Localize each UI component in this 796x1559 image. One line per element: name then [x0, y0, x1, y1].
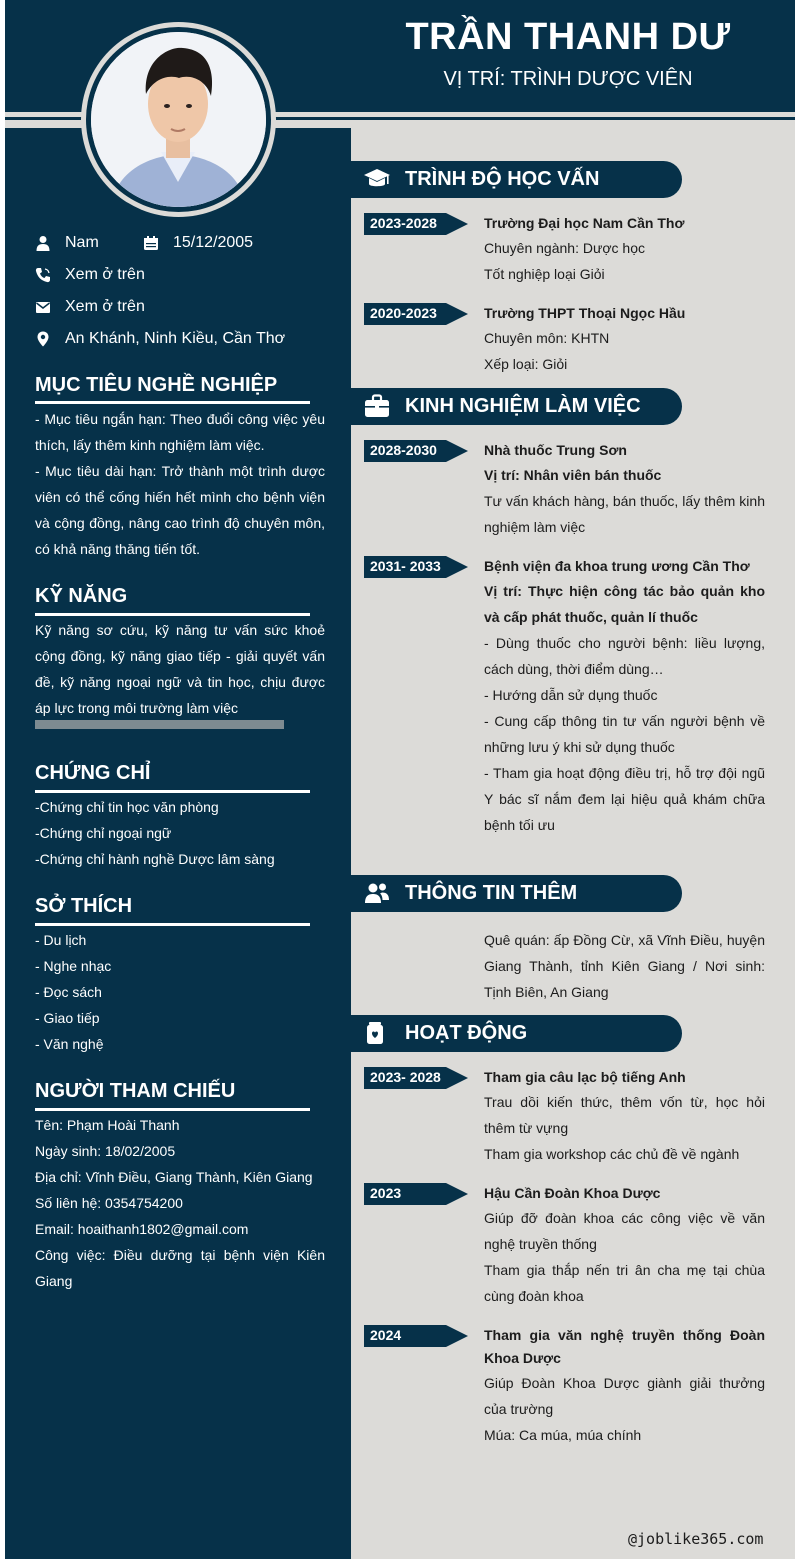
school-name: Trường Đại học Nam Cần Thơ	[484, 215, 685, 231]
list-item: - Nghe nhạc	[35, 958, 112, 974]
activity-detail: Múa: Ca múa, múa chính	[484, 1427, 642, 1443]
list-item: -Chứng chỉ ngoại ngữ	[35, 825, 172, 841]
activity-detail: Tham gia thắp nến tri ân cha mẹ tại chùa cùng đoàn khoa	[484, 1262, 765, 1304]
briefcase-icon	[363, 392, 391, 420]
extra-heading: THÔNG TIN THÊM	[405, 882, 578, 904]
envelope-icon	[35, 299, 51, 315]
activity-detail: Giúp Đoàn Khoa Dược giành giải thưởng của trường	[484, 1375, 765, 1417]
candidate-position: VỊ TRÍ: TRÌNH DƯỢC VIÊN	[443, 68, 693, 90]
job-duty: - Tham gia hoạt động điều trị, hỗ trợ đội ngũ Y bác sĩ nắm đem lại hiệu quả khám chữa bệnh tối ưu	[484, 765, 765, 833]
job-role: Vị trí: Thực hiện công tác bảo quản kho và cấp phát thuốc, quản lí thuốc	[484, 583, 765, 625]
activity-entry	[484, 1066, 765, 1167]
education-major: Chuyên môn: KHTN	[484, 330, 610, 346]
date-label: 2028-2030	[370, 442, 437, 458]
activity-name: Tham gia văn nghệ truyền thống Đoàn Khoa Dược	[484, 1327, 765, 1366]
gender-value: Nam	[65, 234, 99, 251]
calendar-icon	[143, 235, 159, 251]
avatar-photo	[91, 32, 266, 207]
date-label: 2031- 2033	[370, 558, 441, 574]
workplace-name: Nhà thuốc Trung Sơn	[484, 442, 627, 458]
reference-job: Công việc: Điều dưỡng tại bệnh viện Kiên Giang	[35, 1247, 325, 1289]
education-entry	[484, 212, 765, 287]
reference-dob: Ngày sinh: 18/02/2005	[35, 1143, 176, 1159]
activity-detail: Giúp đỡ đoàn khoa các công việc về văn nghệ truyền thống	[484, 1210, 765, 1252]
experience-heading: KINH NGHIỆM LÀM VIỆC	[405, 395, 641, 417]
list-item: - Văn nghệ	[35, 1036, 104, 1052]
list-item: - Đọc sách	[35, 984, 102, 1000]
objective-text: - Mục tiêu ngắn hạn: Theo đuổi công việc yêu thích, lấy thêm kinh nghiệm làm việc. - Mục tiêu dài hạn: Trở thành một trình dược viên có thể cống hiến hết mình cho bệnh viện và cộng đồng, nâng cao trình độ chuyên môn, có khả năng thăng tiến tốt.	[35, 411, 325, 557]
date-label: 2020-2023	[370, 305, 437, 321]
list-item: -Chứng chỉ hành nghề Dược lâm sàng	[35, 851, 275, 867]
skills-level-bar	[35, 720, 284, 729]
address-value: An Khánh, Ninh Kiều, Cần Thơ	[65, 330, 286, 347]
birthday-value: 15/12/2005	[173, 234, 254, 251]
email-value: Xem ở trên	[65, 298, 145, 315]
skills-underline	[35, 613, 310, 616]
job-role: Vị trí: Nhân viên bán thuốc	[484, 467, 662, 483]
reference-email: Email: hoaithanh1802@gmail.com	[35, 1221, 249, 1237]
activity-entry	[484, 1182, 765, 1309]
activity-entry	[484, 1324, 765, 1448]
phone-row	[35, 266, 145, 284]
location-pin-icon	[35, 331, 51, 347]
reference-phone: Số liên hệ: 0354754200	[35, 1195, 183, 1211]
job-duty: - Cung cấp thông tin tư vấn người bệnh về những lưu ý khi sử dụng thuốc	[484, 713, 765, 755]
extra-text: Quê quán: ấp Đồng Cừ, xã Vĩnh Điều, huyện Giang Thành, tỉnh Kiên Giang / Nơi sinh: Tịnh Biên, An Giang	[484, 932, 765, 1000]
experience-entry	[484, 555, 765, 838]
objective-heading: MỤC TIÊU NGHỀ NGHIỆP	[35, 374, 278, 396]
job-duty: - Dùng thuốc cho người bệnh: liều lượng, cách dùng, thời điểm dùng…	[484, 635, 765, 677]
education-result: Tốt nghiệp loại Giỏi	[484, 266, 605, 282]
activities-heading: HOẠT ĐỘNG	[405, 1022, 528, 1044]
education-heading: TRÌNH ĐỘ HỌC VẤN	[405, 168, 600, 190]
phone-icon	[35, 267, 51, 283]
list-item: -Chứng chỉ tin học văn phòng	[35, 799, 219, 815]
reference-details	[35, 1112, 325, 1294]
list-item: - Giao tiếp	[35, 1010, 100, 1026]
workplace-name: Bệnh viện đa khoa trung ương Cần Thơ	[484, 558, 750, 574]
job-duty: - Hướng dẫn sử dụng thuốc	[484, 687, 658, 703]
email-row	[35, 298, 145, 316]
phone-value: Xem ở trên	[65, 266, 145, 283]
reference-address: Địa chỉ: Vĩnh Điều, Giang Thành, Kiên Giang	[35, 1169, 313, 1185]
reference-heading: NGƯỜI THAM CHIẾU	[35, 1080, 236, 1102]
heart-jar-icon	[363, 1019, 391, 1047]
education-result: Xếp loại: Giỏi	[484, 356, 568, 372]
skills-level-track	[35, 720, 325, 729]
date-label: 2024	[370, 1327, 402, 1343]
activity-detail: Tham gia workshop các chủ đề về ngành	[484, 1146, 740, 1162]
hobbies-list	[35, 927, 111, 1057]
graduation-cap-icon	[363, 165, 391, 193]
birthday-row	[143, 234, 253, 252]
candidate-name: TRẦN THANH DƯ	[405, 16, 731, 58]
activity-name: Tham gia câu lạc bộ tiếng Anh	[484, 1069, 686, 1085]
job-description: Tư vấn khách hàng, bán thuốc, lấy thêm kinh nghiệm làm việc	[484, 493, 765, 535]
certificates-list	[35, 794, 275, 872]
avatar	[91, 32, 266, 207]
education-major: Chuyên ngành: Dược học	[484, 240, 645, 256]
hobbies-heading: SỞ THÍCH	[35, 895, 133, 917]
date-label: 2023	[370, 1185, 402, 1201]
list-item: - Du lịch	[35, 932, 87, 948]
watermark-text: @joblike365.com	[628, 1530, 764, 1548]
date-label: 2023- 2028	[370, 1069, 441, 1085]
address-row	[35, 330, 285, 348]
education-entry	[484, 302, 765, 377]
user-icon	[35, 235, 51, 251]
skills-text: Kỹ năng sơ cứu, kỹ năng tư vấn sức khoẻ cộng đồng, kỹ năng giao tiếp - giải quyết vấn đề, kỹ năng ngoại ngữ và tin học, chịu được áp lực trong môi trường làm việc	[35, 622, 325, 716]
skills-heading: KỸ NĂNG	[35, 585, 128, 607]
gender-row	[35, 234, 99, 252]
reference-name: Tên: Phạm Hoài Thanh	[35, 1117, 180, 1133]
activity-detail: Trau dồi kiến thức, thêm vốn từ, học hỏi thêm từ vựng	[484, 1094, 765, 1136]
users-icon	[363, 879, 391, 907]
date-label: 2023-2028	[370, 215, 437, 231]
certificates-heading: CHỨNG CHỈ	[35, 762, 151, 784]
certificates-underline	[35, 790, 310, 793]
reference-underline	[35, 1108, 310, 1111]
school-name: Trường THPT Thoại Ngọc Hầu	[484, 305, 686, 321]
hobbies-underline	[35, 923, 310, 926]
objective-underline	[35, 401, 310, 404]
experience-entry	[484, 439, 765, 540]
activity-name: Hậu Cần Đoàn Khoa Dược	[484, 1185, 661, 1201]
